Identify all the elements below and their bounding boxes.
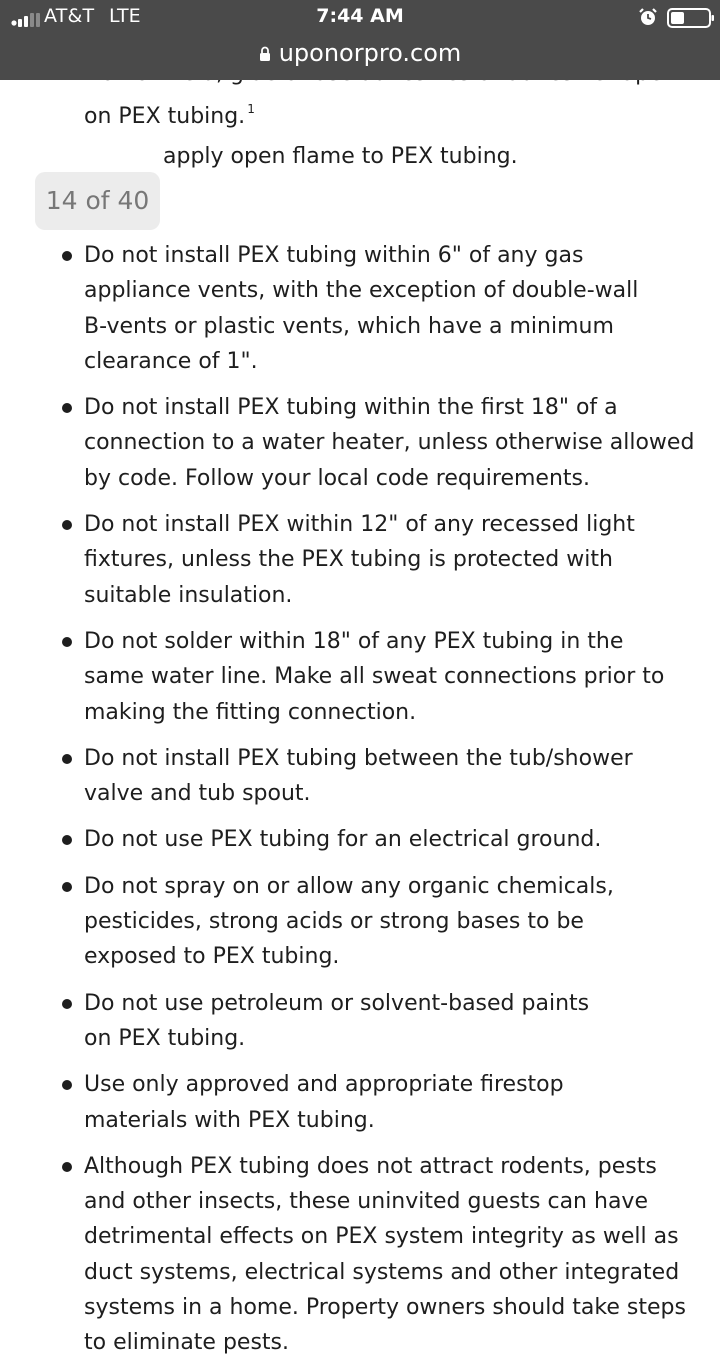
list-item-line: materials with PEX tubing. (84, 1107, 375, 1133)
list-item-line: Do not install PEX tubing within 6" of any gas (84, 243, 584, 268)
list-item (0, 1149, 720, 1361)
list-item (0, 986, 720, 1057)
carrier-name: AT&T (44, 5, 95, 27)
list-item-line: systems in a home. Property owners should take steps (84, 1295, 686, 1321)
list-item-line: valve and tub spout. (84, 781, 311, 807)
list-item-line: exposed to PEX tubing. (84, 944, 340, 970)
list-item-line: clearance of 1". (84, 348, 258, 374)
status-bar (0, 0, 720, 36)
list-item-line: B-vents or plastic vents, which have a minimum (84, 313, 614, 339)
status-time: 7:44 AM (316, 5, 404, 27)
list-item-line: and other insects, these uninvited guests can have (84, 1189, 648, 1215)
list-item (0, 624, 720, 730)
list-item-line: detrimental effects on PEX system integrity as well as (84, 1224, 679, 1250)
lock-icon (259, 46, 271, 62)
top-bar (0, 0, 720, 80)
list-item-line: Although PEX tubing does not attract rodents, pests (84, 1153, 657, 1179)
list-item-line: Do not use PEX tubing for an electrical ground. (84, 827, 602, 853)
battery-icon (667, 8, 715, 28)
list-item-line: connection to a water heater, unless otherwise allowed (84, 430, 695, 456)
footnote-marker: 1 (247, 102, 255, 116)
list-item-line: Do not spray on or allow any organic chemicals, (84, 873, 614, 899)
list-item-line: Do not install PEX tubing within the first 18" of a (84, 395, 618, 421)
list-item-line: Do not solder within 18" of any PEX tubing in the (84, 628, 624, 654)
bullet-list (0, 238, 720, 1372)
list-item-line: on PEX tubing. (84, 1025, 246, 1051)
list-item-line: Use only approved and appropriate firestop (84, 1072, 564, 1098)
list-item-line: pesticides, strong acids or strong bases to be (84, 909, 584, 935)
list-item-line: Do not use petroleum or solvent-based paints (84, 990, 590, 1016)
list-item (0, 390, 720, 496)
list-item-line: by code. Follow your local code requirements. (84, 465, 590, 491)
list-item-line: duct systems, electrical systems and other integrated (84, 1259, 680, 1285)
alarm-icon (638, 7, 658, 27)
list-item (0, 238, 720, 379)
list-item-line: Do not install PEX within 12" of any recessed light (84, 512, 635, 538)
address-bar[interactable] (0, 36, 720, 70)
url-text: uponorpro.com (278, 39, 462, 67)
list-item-line: Do not install PEX tubing between the tub/shower (84, 745, 633, 771)
network-type: LTE (109, 5, 141, 27)
page-counter: 14 of 40 (35, 172, 160, 230)
partial-line-1-text: on PEX tubing. (84, 104, 246, 129)
partial-line-2: apply open flame to PEX tubing. (163, 144, 518, 169)
partial-line-1 (84, 92, 255, 134)
list-item (0, 741, 720, 812)
list-item-line: same water line. Make all sweat connections prior to (84, 664, 665, 690)
list-item (0, 1067, 720, 1138)
list-item-line: appliance vents, with the exception of double-wall (84, 278, 639, 304)
list-item-line: making the fitting connection. (84, 699, 417, 725)
list-item-line: to eliminate pests. (84, 1330, 290, 1356)
list-item (0, 869, 720, 975)
list-item-line: suitable insulation. (84, 582, 293, 608)
list-item-line: fixtures, unless the PEX tubing is protected with (84, 547, 613, 573)
list-item (0, 507, 720, 613)
list-item (0, 822, 720, 857)
